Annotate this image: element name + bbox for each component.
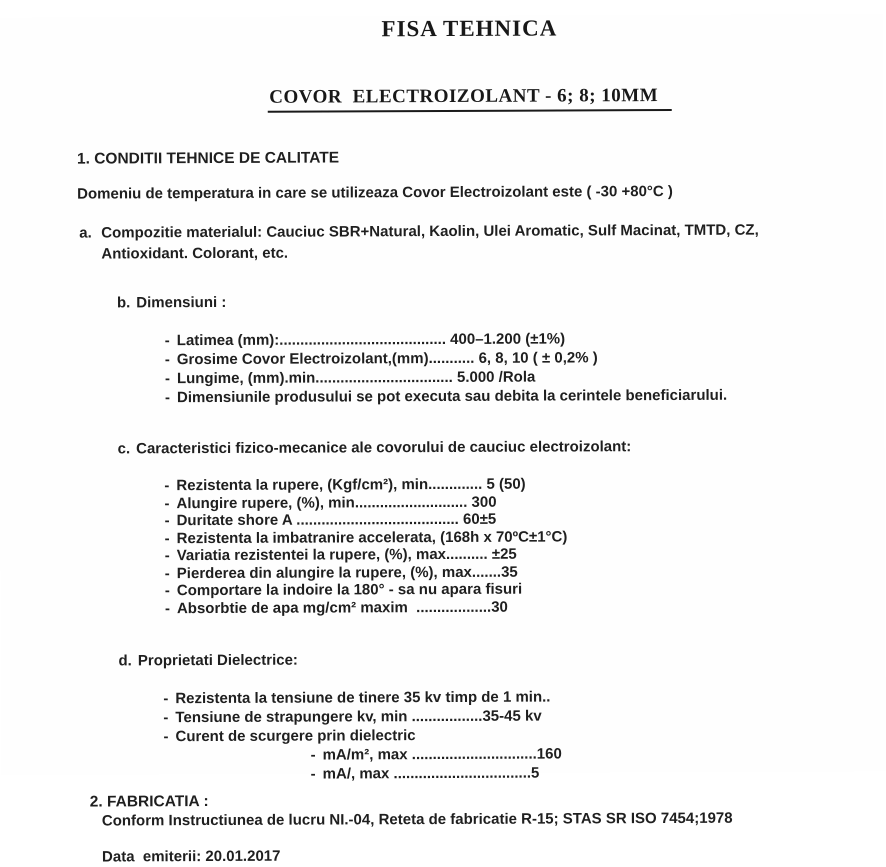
leakage-list	[311, 743, 866, 783]
dimension-item-text: Grosime Covor Electroizolant,(mm)........... 6, 8, 10 ( ± 0,2% )	[176, 349, 598, 369]
mechanical-heading: Caracteristici fizico-mecanice ale covorului de cauciuc electroizolant:	[136, 438, 632, 458]
leakage-item-ma	[311, 762, 866, 783]
dash-bullet: -	[164, 564, 170, 582]
page-title: FISA TEHNICA	[381, 15, 558, 42]
dimension-item-text: Latimea (mm):........................................ 400–1.200 (±1%)	[176, 330, 566, 350]
dash-bullet: -	[164, 529, 170, 547]
fabrication-note: Conform Instructiunea de lucru NI.-04, Reteta de fabricatie R-15; STAS SR ISO 7454;1978	[101, 809, 733, 830]
dimension-item-custom	[165, 385, 864, 407]
leakage-item-text: mA/m², max ..............................160	[322, 745, 562, 764]
leakage-item-mam2	[311, 743, 866, 764]
mechanical-item-text: Duritate shore A ....................................... 60±5	[176, 510, 497, 530]
composition-line-1	[77, 219, 863, 243]
leakage-item-text: mA/, max .................................5	[322, 764, 540, 783]
mechanical-item-text: Rezistenta la imbatranire accelerata, (168h x 70ºC±1°C)	[176, 527, 568, 547]
mechanical-item-text: Alungire rupere, (%), min........................... 300	[176, 493, 497, 512]
dash-bullet: -	[164, 512, 170, 530]
section-2-heading: 2. FABRICATIA :	[89, 793, 209, 811]
dimension-item-text: Dimensiunile produsului se pot executa sau debita la cerintele beneficiarului.	[176, 386, 728, 407]
dimension-item-text: Lungime, (mm).min................................. 5.000 /Rola	[176, 368, 536, 388]
mechanical-item-text: Comportare la indoire la 180° - sa nu apara fisuri	[176, 580, 523, 600]
section-1-heading: 1. CONDITII TEHNICE DE CALITATE	[76, 149, 340, 168]
dielectric-heading: Proprietati Dielectrice:	[137, 651, 298, 670]
item-a-composition	[77, 219, 863, 264]
item-c-label: c.	[117, 440, 131, 458]
issue-date: Data emiterii: 20.01.2017	[101, 847, 281, 866]
item-a-label: a.	[79, 224, 92, 242]
dash-bullet: -	[310, 746, 316, 764]
dash-bullet: -	[164, 370, 170, 388]
page-content	[0, 14, 886, 867]
dash-bullet: -	[164, 547, 170, 565]
dash-bullet: -	[163, 690, 169, 708]
dash-bullet: -	[164, 582, 170, 600]
dielectric-heading-row	[85, 629, 865, 689]
temperature-note: Domeniu de temperatura in care se utilizeaza Covor Electroizolant este ( -30 +80°C )	[77, 182, 673, 203]
dash-bullet: -	[164, 332, 170, 350]
dimensions-heading-row	[83, 271, 863, 331]
dielectric-item-text: Rezistenta la tensiune de tinere 35 kv timp de 1 min..	[175, 688, 551, 708]
dash-bullet: -	[164, 351, 170, 369]
subtitle-row	[77, 84, 863, 113]
dash-bullet: -	[163, 709, 169, 727]
dash-bullet: -	[164, 389, 171, 407]
dash-bullet: -	[164, 599, 170, 617]
item-d-label: d.	[118, 652, 132, 670]
document-subtitle: COVOR ELECTROIZOLANT - 6; 8; 10MM	[267, 85, 672, 113]
dash-bullet: -	[164, 494, 170, 512]
dash-bullet: -	[164, 477, 170, 495]
mechanical-item-text: Rezistenta la rupere, (Kgf/cm²), min............. 5 (50)	[176, 475, 526, 495]
composition-text-1: Compozitie materialul: Cauciuc SBR+Natural, Kaolin, Ulei Aromatic, Sulf Macinat, TMTD, CZ,	[101, 221, 759, 242]
dimensions-list	[165, 328, 864, 407]
mechanical-item-absorbtie	[165, 597, 865, 618]
mechanical-item-text: Absorbtie de apa mg/cm² maxim ..................30	[176, 598, 508, 617]
mechanical-item-text: Pierderea din alungire la rupere, (%), max.......35	[176, 563, 518, 582]
dash-bullet: -	[163, 728, 169, 746]
item-b-dimensions	[77, 271, 864, 407]
dash-bullet: -	[310, 765, 316, 783]
scanned-datasheet-page	[0, 14, 886, 866]
dielectric-list	[163, 686, 865, 784]
dielectric-item-text: Curent de scurgere prin dielectric	[175, 727, 416, 746]
mechanical-item-text: Variatia rezistentei la rupere, (%), max.......... ±25	[176, 545, 517, 565]
dimensions-heading: Dimensiuni :	[136, 293, 227, 312]
item-d-dielectric	[79, 629, 866, 784]
mechanical-heading-row	[84, 417, 864, 477]
dielectric-item-text: Tensiune de strapungere kv, min .................35-45 kv	[175, 707, 542, 727]
item-c-mechanical	[78, 417, 865, 617]
composition-line-2: Antioxidant. Colorant, etc.	[101, 244, 289, 263]
item-b-label: b.	[116, 294, 131, 312]
mechanical-list	[164, 474, 865, 617]
